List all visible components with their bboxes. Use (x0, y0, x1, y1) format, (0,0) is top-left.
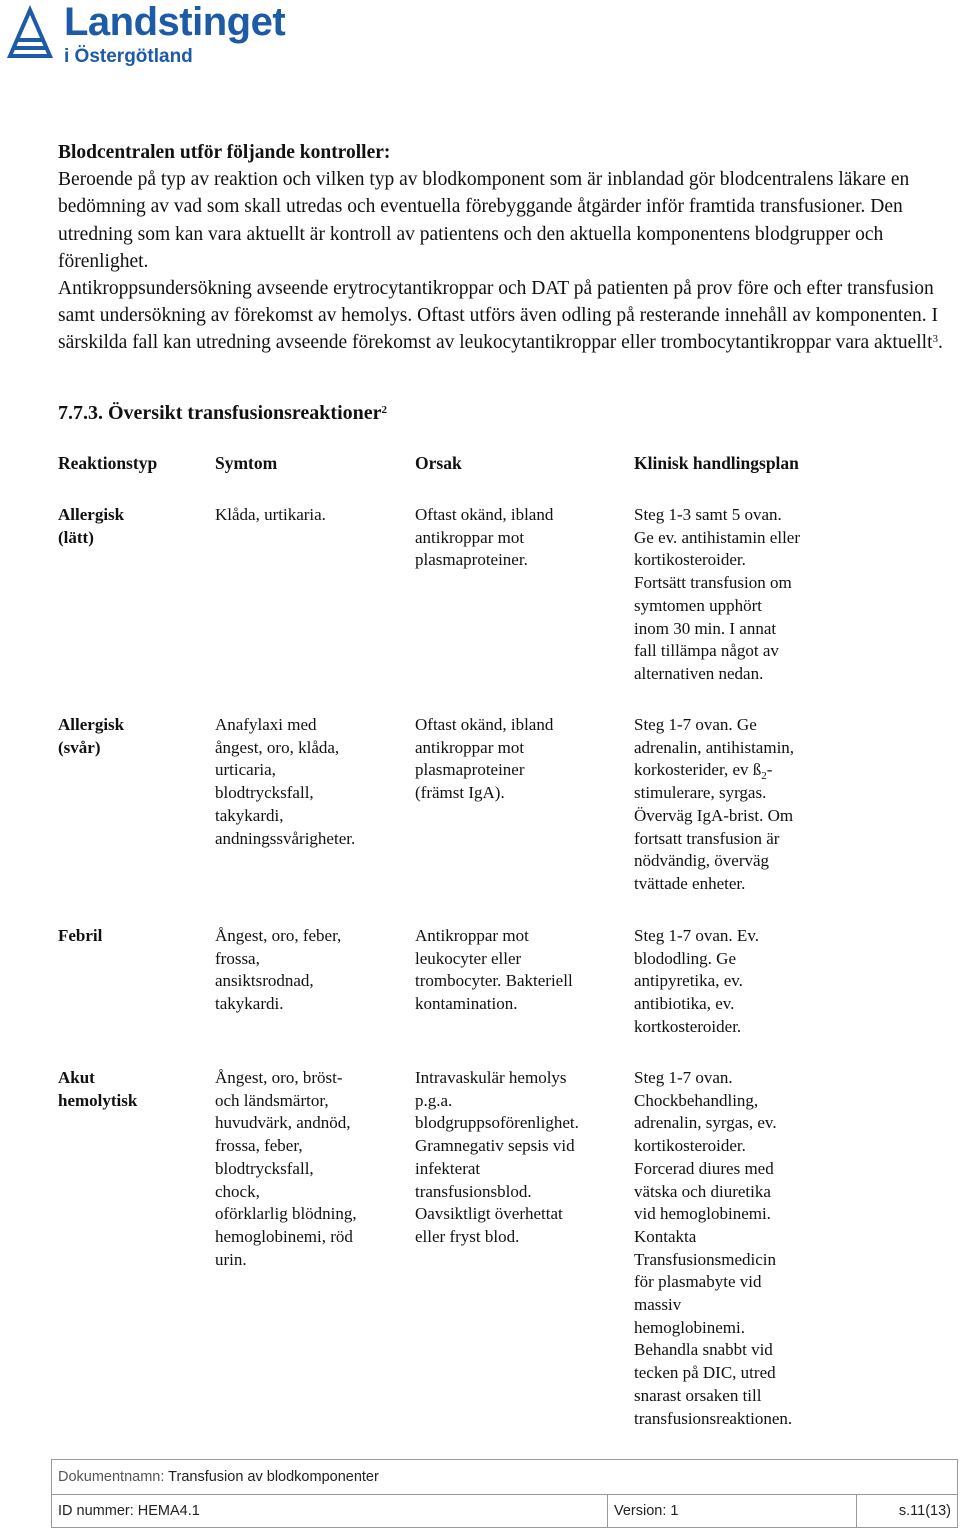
column-header-reaction-type: Reaktionstyp (58, 453, 158, 473)
cause-cell: Oftast okänd, ibland antikroppar mot plasmaproteiner. (415, 505, 554, 570)
intro-paragraph-2-text: Antikroppsundersökning avseende erytrocytantikroppar och DAT på patienten på prov före och efter transfusion samt undersökning av förekomst av hemolys. Oftast utförs även odling på resterande innehåll av komponenten. I särskilda fall kan utredning avseende förekomst av leukocytantikroppar eller trombocytantikroppar vara aktuellt (58, 278, 938, 354)
section-heading-footnote: 2 (381, 404, 388, 416)
landstinget-emblem-icon (4, 4, 60, 64)
intro-paragraph-1: Beroende på typ av reaktion och vilken typ av blodkomponent som är inblandad gör blodcentralens läkare en bedömning av vad som skall utredas och eventuella förebyggande åtgärder inför framtida transfusioner. Den utredning som kan vara aktuellt är kontroll av patientens och den aktuella komponentens blodgrupper och förenlighet. (58, 169, 910, 272)
plan-cell: Steg 1-3 samt 5 ovan. Ge ev. antihistamin eller kortikosteroider. Fortsätt transfusion om symtomen upphört inom 30 min. I annat fall tillämpa något av alternativen nedan. (634, 505, 801, 683)
plan-cell: Steg 1-7 ovan. Chockbehandling, adrenalin, syrgas, ev. kortikosteroider. Forcerad diures med vätska och diuretika vid hemoglobinemi. Kontakta Transfusionsmedicin för plasmabyte vid massiv hemoglobinemi. Behandla snabbt vid tecken på DIC, utred snarast orsaken till transfusionsreaktionen. (634, 1068, 793, 1428)
footer-version: Version: 1 (614, 1503, 679, 1519)
intro-title: Blodcentralen utför följande kontroller: (58, 142, 391, 163)
symptom-cell: Anafylaxi med ångest, oro, klåda, urticaria, blodtrycksfall, takykardi, andningssvårigheter. (215, 715, 356, 848)
reaction-type-cell: Akut hemolytisk (58, 1068, 138, 1110)
column-header-clinical-plan: Klinisk handlingsplan (634, 453, 799, 473)
column-header-cause: Orsak (415, 453, 462, 473)
plan-subscript: 2 (761, 770, 767, 783)
footer-divider (856, 1494, 857, 1527)
footer-meta-box (51, 1494, 958, 1528)
symptom-cell: Klåda, urtikaria. (215, 505, 326, 524)
reaction-type-cell: Allergisk (lätt) (58, 505, 125, 547)
reaction-type-cell: Febril (58, 926, 103, 945)
logo-name: Landstinget (64, 0, 286, 44)
footer-docname-box (51, 1459, 958, 1495)
section-heading-text: 7.7.3. Översikt transfusionsreaktioner (58, 402, 382, 424)
intro-section (58, 139, 948, 357)
plan-text-b: - stimulerare, syrgas. Överväg IgA-brist. Om fortsatt transfusion är nödvändig, överväg tvättade enheter. (634, 760, 794, 893)
cause-cell: Intravaskulär hemolys p.g.a. blodgruppsoförenlighet. Gramnegativ sepsis vid infekterat transfusionsblod. Oavsiktligt överhettat eller fryst blod. (415, 1068, 579, 1246)
footnote-ref: 3 (932, 333, 938, 346)
section-heading (58, 402, 387, 425)
reaction-type-cell: Allergisk (svår) (58, 715, 125, 757)
footer-docname-value: Transfusion av blodkomponenter (168, 1469, 379, 1485)
intro-paragraph-2-end: . (937, 332, 943, 354)
plan-text-a: Steg 1-7 ovan. Ge adrenalin, antihistamin, korkosterider, ev ß (634, 715, 795, 780)
organization-logo (4, 2, 304, 74)
footer-page-number: s.11(13) (898, 1503, 951, 1519)
intro-paragraph-2 (58, 275, 948, 357)
cause-cell: Antikroppar mot leukocyter eller trombocyter. Bakteriell kontamination. (415, 926, 573, 1014)
footer-docname-label: Dokumentnamn: (58, 1469, 165, 1485)
column-header-symptom: Symtom (215, 453, 278, 473)
symptom-cell: Ångest, oro, bröst- och ländsmärtor, huvudvärk, andnöd, frossa, feber, blodtrycksfall, chock, oförklarlig blödning, hemoglobinemi, röd urin. (215, 1068, 357, 1269)
footer-id: ID nummer: HEMA4.1 (58, 1503, 200, 1519)
logo-region: i Östergötland (64, 46, 193, 67)
footer-docname (58, 1469, 379, 1485)
cause-cell: Oftast okänd, ibland antikroppar mot plasmaproteiner (främst IgA). (415, 715, 554, 803)
symptom-cell: Ångest, oro, feber, frossa, ansiktsrodnad, takykardi. (215, 926, 342, 1014)
document-footer (51, 1459, 957, 1528)
plan-cell: Steg 1-7 ovan. Ev. blododling. Ge antipyretika, ev. antibiotika, ev. kortkosteroider. (634, 926, 759, 1036)
footer-divider (607, 1494, 608, 1527)
plan-cell (634, 714, 854, 896)
